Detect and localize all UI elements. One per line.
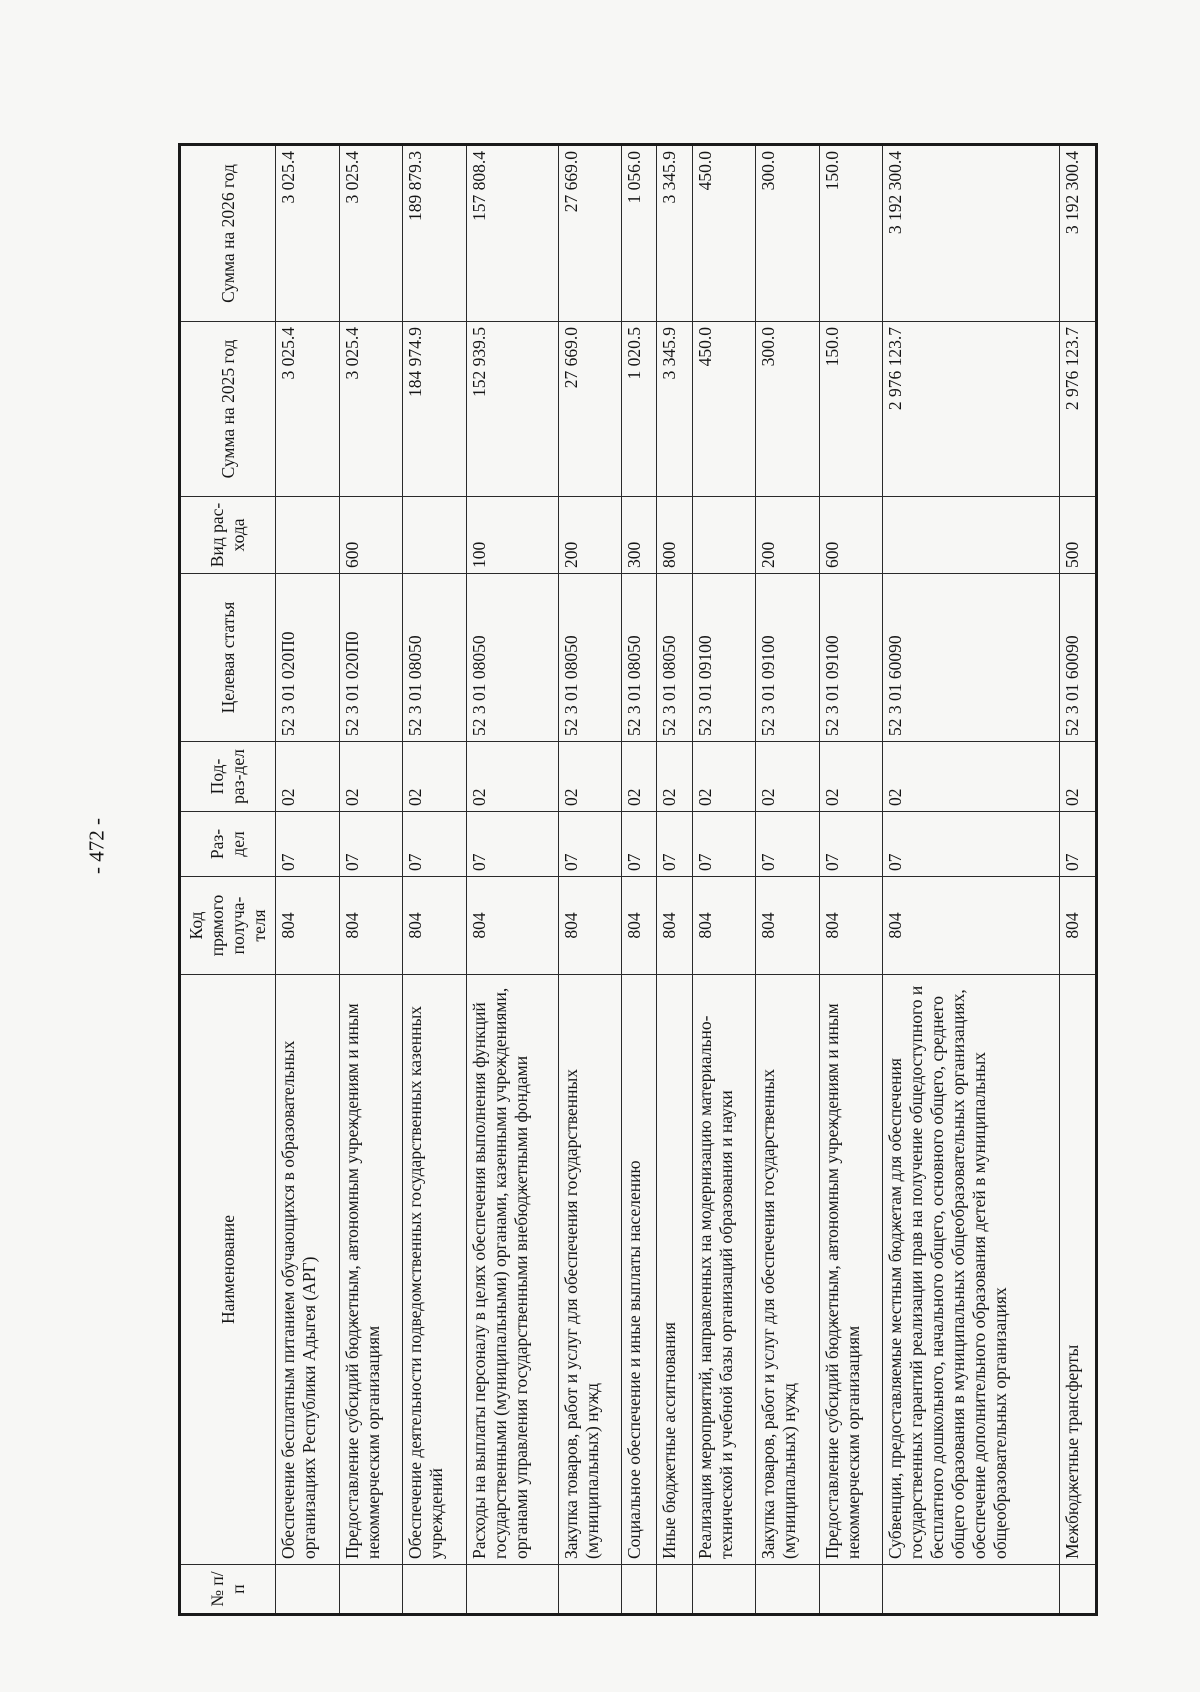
cell-name: Межбюджетные трансферты [1060, 975, 1097, 1565]
cell-sum-2025: 300.0 [756, 322, 820, 497]
cell-name: Иные бюджетные ассигнования [657, 975, 692, 1565]
cell-target: 52 3 01 09100 [819, 574, 883, 742]
cell-name: Социальное обеспечение и иные выплаты населению [622, 975, 657, 1565]
cell-recipient: 804 [756, 877, 820, 975]
cell-name: Субвенции, предоставляемые местным бюджетам для обеспечения государственных гарантий реализации прав на получение общедоступного и бесплатного дошкольного, начального общего, основного общего, среднего общего образования в муниципальных общеобразовательных организациях, обеспечение дополнительного образования детей в муниципальных общеобразовательных организациях [883, 975, 1060, 1565]
cell-name: Реализация мероприятий, направленных на модернизацию материально-технической и учебной базы организаций образования и науки [692, 975, 756, 1565]
cell-sum-2026: 1 056.0 [622, 145, 657, 322]
table-row [756, 145, 820, 1615]
cell-expense-type: 600 [819, 497, 883, 574]
cell-subsection: 02 [819, 742, 883, 812]
cell-sum-2025: 3 025.4 [276, 322, 340, 497]
cell-target: 52 3 01 020П0 [276, 574, 340, 742]
cell-sum-2026: 3 025.4 [339, 145, 403, 322]
table-row [657, 145, 692, 1615]
cell-num [339, 1565, 403, 1615]
cell-name: Закупка товаров, работ и услуг для обеспечения государственных (муниципальных) нужд [756, 975, 820, 1565]
header-sum-2025: Сумма на 2025 год [180, 322, 276, 497]
cell-target: 52 3 01 60090 [883, 574, 1060, 742]
cell-num [756, 1565, 820, 1615]
cell-section: 07 [466, 812, 558, 877]
cell-sum-2025: 2 976 123.7 [883, 322, 1060, 497]
cell-name: Обеспечение деятельности подведомственных государственных казенных учреждений [403, 975, 467, 1565]
cell-recipient: 804 [339, 877, 403, 975]
page-number: - 472 - [84, 818, 109, 874]
table-row [819, 145, 883, 1615]
cell-recipient: 804 [819, 877, 883, 975]
cell-subsection: 02 [622, 742, 657, 812]
table-row [403, 145, 467, 1615]
cell-expense-type: 200 [558, 497, 622, 574]
cell-expense-type: 800 [657, 497, 692, 574]
cell-num [276, 1565, 340, 1615]
table-row [622, 145, 657, 1615]
table-row [883, 145, 1060, 1615]
cell-recipient: 804 [403, 877, 467, 975]
cell-sum-2025: 184 974.9 [403, 322, 467, 497]
cell-target: 52 3 01 09100 [692, 574, 756, 742]
cell-sum-2026: 450.0 [692, 145, 756, 322]
cell-num [403, 1565, 467, 1615]
cell-expense-type [883, 497, 1060, 574]
cell-target: 52 3 01 08050 [558, 574, 622, 742]
table-row [339, 145, 403, 1615]
cell-section: 07 [622, 812, 657, 877]
cell-recipient: 804 [692, 877, 756, 975]
cell-num [466, 1565, 558, 1615]
cell-sum-2025: 1 020.5 [622, 322, 657, 497]
cell-name: Закупка товаров, работ и услуг для обеспечения государственных (муниципальных) нужд [558, 975, 622, 1565]
cell-recipient: 804 [883, 877, 1060, 975]
cell-target: 52 3 01 09100 [756, 574, 820, 742]
cell-subsection: 02 [692, 742, 756, 812]
cell-target: 52 3 01 08050 [403, 574, 467, 742]
cell-subsection: 02 [883, 742, 1060, 812]
table-row [466, 145, 558, 1615]
cell-target: 52 3 01 08050 [657, 574, 692, 742]
cell-sum-2026: 150.0 [819, 145, 883, 322]
cell-recipient: 804 [657, 877, 692, 975]
cell-expense-type [403, 497, 467, 574]
cell-sum-2025: 2 976 123.7 [1060, 322, 1097, 497]
rotated-table-wrapper [178, 146, 1098, 1616]
cell-name: Предоставление субсидий бюджетным, автономным учреждениям и иным некоммерческим организациям [819, 975, 883, 1565]
cell-subsection: 02 [466, 742, 558, 812]
cell-target: 52 3 01 60090 [1060, 574, 1097, 742]
cell-subsection: 02 [339, 742, 403, 812]
cell-section: 07 [692, 812, 756, 877]
cell-section: 07 [657, 812, 692, 877]
cell-recipient: 804 [1060, 877, 1097, 975]
cell-subsection: 02 [558, 742, 622, 812]
table-row [1060, 145, 1097, 1615]
header-expense-type: Вид рас-хода [180, 497, 276, 574]
cell-sum-2025: 152 939.5 [466, 322, 558, 497]
cell-num [692, 1565, 756, 1615]
table-row [558, 145, 622, 1615]
header-target: Целевая статья [180, 574, 276, 742]
cell-name: Предоставление субсидий бюджетным, автономным учреждениям и иным некоммерческим организациям [339, 975, 403, 1565]
cell-num [819, 1565, 883, 1615]
cell-expense-type: 300 [622, 497, 657, 574]
cell-sum-2025: 3 025.4 [339, 322, 403, 497]
cell-sum-2026: 3 192 300.4 [883, 145, 1060, 322]
header-recipient: Код прямого получа-теля [180, 877, 276, 975]
cell-subsection: 02 [1060, 742, 1097, 812]
cell-section: 07 [276, 812, 340, 877]
cell-sum-2026: 27 669.0 [558, 145, 622, 322]
cell-expense-type [276, 497, 340, 574]
cell-expense-type: 100 [466, 497, 558, 574]
cell-section: 07 [819, 812, 883, 877]
cell-num [657, 1565, 692, 1615]
cell-sum-2026: 300.0 [756, 145, 820, 322]
table-row [276, 145, 340, 1615]
cell-sum-2026: 157 808.4 [466, 145, 558, 322]
cell-subsection: 02 [403, 742, 467, 812]
cell-num [883, 1565, 1060, 1615]
cell-recipient: 804 [466, 877, 558, 975]
cell-name: Обеспечение бесплатным питанием обучающихся в образовательных организациях Республики Адыгея (АРГ) [276, 975, 340, 1565]
table-body [276, 145, 1097, 1615]
cell-recipient: 804 [622, 877, 657, 975]
cell-expense-type [692, 497, 756, 574]
cell-expense-type: 500 [1060, 497, 1097, 574]
cell-section: 07 [756, 812, 820, 877]
cell-section: 07 [1060, 812, 1097, 877]
table-row [692, 145, 756, 1615]
cell-num [622, 1565, 657, 1615]
cell-section: 07 [403, 812, 467, 877]
cell-recipient: 804 [558, 877, 622, 975]
cell-subsection: 02 [657, 742, 692, 812]
cell-section: 07 [339, 812, 403, 877]
cell-name: Расходы на выплаты персоналу в целях обеспечения выполнения функций государственными (муниципальными) органами, казенными учреждениями, органами управления государственными внебюджетными фондами [466, 975, 558, 1565]
cell-recipient: 804 [276, 877, 340, 975]
cell-subsection: 02 [276, 742, 340, 812]
cell-section: 07 [558, 812, 622, 877]
table-header [180, 145, 276, 1615]
cell-sum-2026: 189 879.3 [403, 145, 467, 322]
cell-num [558, 1565, 622, 1615]
header-name: Наименование [180, 975, 276, 1565]
cell-target: 52 3 01 08050 [622, 574, 657, 742]
cell-sum-2026: 3 192 300.4 [1060, 145, 1097, 322]
cell-sum-2026: 3 025.4 [276, 145, 340, 322]
cell-expense-type: 200 [756, 497, 820, 574]
cell-expense-type: 600 [339, 497, 403, 574]
budget-table [178, 143, 1098, 1616]
cell-sum-2025: 3 345.9 [657, 322, 692, 497]
header-subsection: Под-раз-дел [180, 742, 276, 812]
cell-sum-2025: 450.0 [692, 322, 756, 497]
cell-target: 52 3 01 020П0 [339, 574, 403, 742]
cell-section: 07 [883, 812, 1060, 877]
header-sum-2026: Сумма на 2026 год [180, 145, 276, 322]
header-num: № п/п [180, 1565, 276, 1615]
header-section: Раз-дел [180, 812, 276, 877]
cell-sum-2025: 27 669.0 [558, 322, 622, 497]
cell-target: 52 3 01 08050 [466, 574, 558, 742]
cell-sum-2026: 3 345.9 [657, 145, 692, 322]
cell-sum-2025: 150.0 [819, 322, 883, 497]
cell-num [1060, 1565, 1097, 1615]
cell-subsection: 02 [756, 742, 820, 812]
